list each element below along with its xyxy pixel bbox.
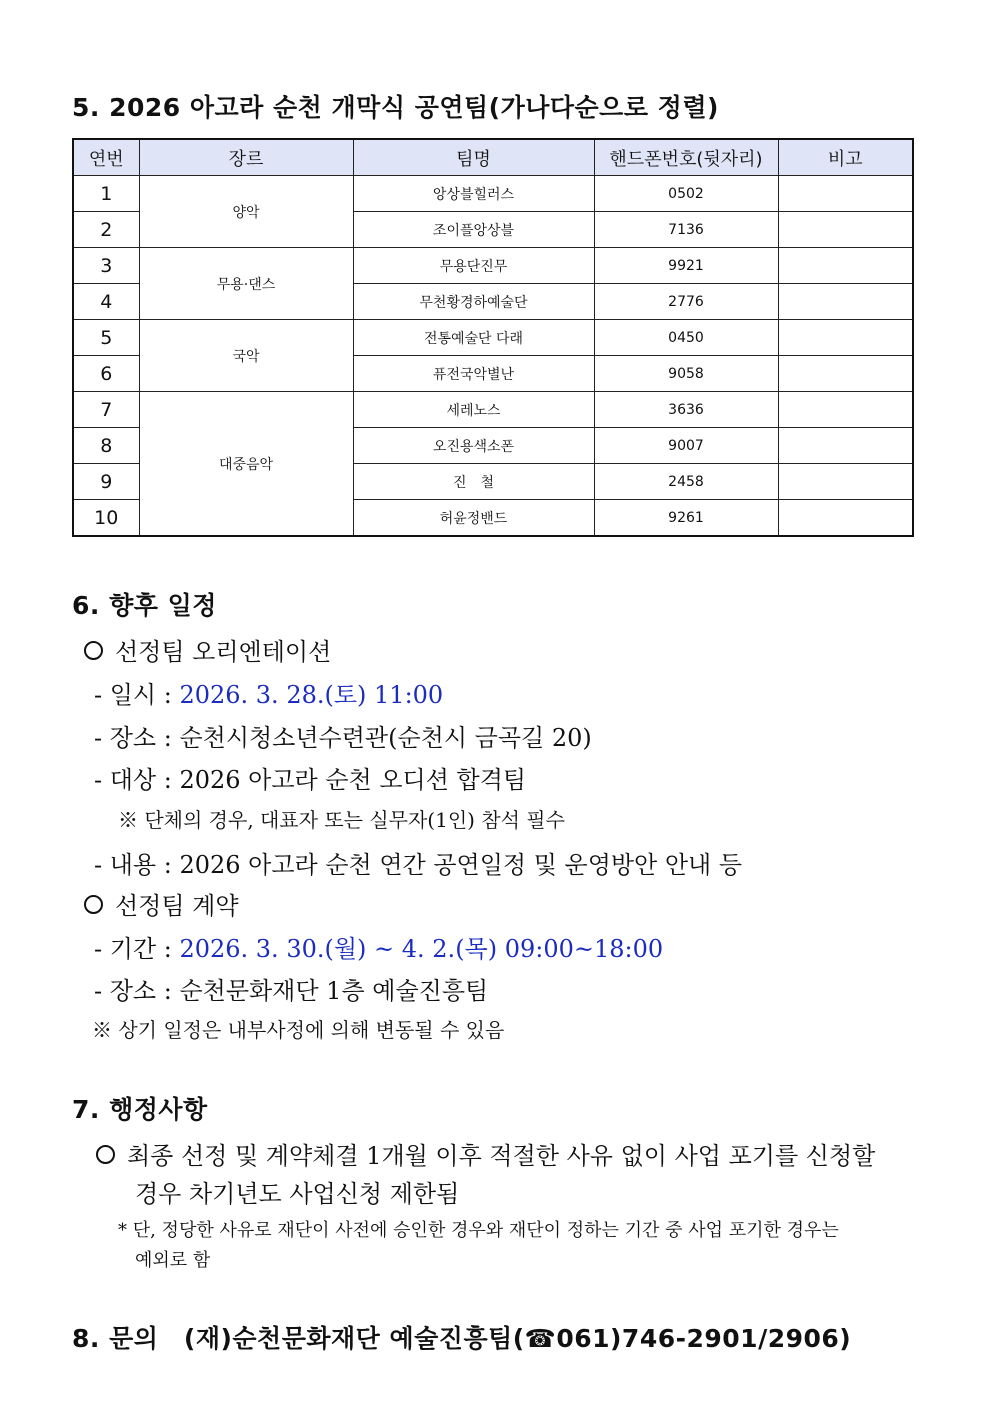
row-no: 5 bbox=[73, 320, 139, 356]
section8-title: 8. 문의 (재)순천문화재단 예술진흥팀(☎061)746-2901/2906) bbox=[72, 1324, 852, 1353]
teams-table bbox=[72, 138, 914, 537]
orientation-heading-text: 선정팀 오리엔테이션 bbox=[115, 638, 332, 666]
orientation-target-note: ※ 단체의 경우, 대표자 또는 실무자(1인) 참석 필수 bbox=[118, 808, 565, 832]
table-row bbox=[73, 248, 913, 284]
row-team: 세레노스 bbox=[353, 392, 594, 428]
row-phone: 9007 bbox=[594, 428, 778, 464]
row-genre: 대중음악 bbox=[139, 392, 353, 537]
row-team: 앙상블힐러스 bbox=[353, 176, 594, 212]
contract-period-value: 2026. 3. 30.(월) ~ 4. 2.(목) 09:00~18:00 bbox=[179, 935, 664, 963]
header-note: 비고 bbox=[778, 139, 913, 176]
row-no: 10 bbox=[73, 500, 139, 537]
contract-place: - 장소 : 순천문화재단 1층 예술진흥팀 bbox=[94, 977, 489, 1005]
row-team: 허윤정밴드 bbox=[353, 500, 594, 537]
table-row bbox=[73, 320, 913, 356]
header-no: 연번 bbox=[73, 139, 139, 176]
admin-note1: * 단, 정당한 사유로 재단이 사전에 승인한 경우와 재단이 정하는 기간 중 사업 포기한 경우는 bbox=[118, 1220, 839, 1241]
row-no: 6 bbox=[73, 356, 139, 392]
contract-period bbox=[94, 929, 663, 964]
table-row bbox=[73, 392, 913, 428]
row-no: 2 bbox=[73, 212, 139, 248]
row-phone: 2458 bbox=[594, 464, 778, 500]
row-note bbox=[778, 464, 913, 500]
row-phone: 9261 bbox=[594, 500, 778, 537]
circle-bullet-icon bbox=[84, 641, 103, 660]
row-no: 9 bbox=[73, 464, 139, 500]
row-note bbox=[778, 428, 913, 464]
circle-bullet-icon bbox=[96, 1145, 115, 1164]
section5-title: 5. 2026 아고라 순천 개막식 공연팀(가나다순으로 정렬) bbox=[72, 93, 719, 122]
row-no: 1 bbox=[73, 176, 139, 212]
orientation-target: - 대상 : 2026 아고라 순천 오디션 합격팀 bbox=[94, 766, 527, 794]
row-no: 7 bbox=[73, 392, 139, 428]
admin-line1-text: 최종 선정 및 계약체결 1개월 이후 적절한 사유 없이 사업 포기를 신청할 bbox=[127, 1142, 876, 1170]
row-phone: 3636 bbox=[594, 392, 778, 428]
row-no: 3 bbox=[73, 248, 139, 284]
contract-heading bbox=[84, 886, 239, 921]
row-genre: 양악 bbox=[139, 176, 353, 248]
header-genre: 장르 bbox=[139, 139, 353, 176]
row-phone: 2776 bbox=[594, 284, 778, 320]
row-note bbox=[778, 356, 913, 392]
contract-heading-text: 선정팀 계약 bbox=[115, 892, 239, 920]
section7-title: 7. 행정사항 bbox=[72, 1095, 208, 1124]
row-genre: 국악 bbox=[139, 320, 353, 392]
admin-line1 bbox=[96, 1136, 875, 1171]
schedule-footnote: ※ 상기 일정은 내부사정에 의해 변동될 수 있음 bbox=[92, 1018, 505, 1042]
row-phone: 0450 bbox=[594, 320, 778, 356]
row-team: 무용단진무 bbox=[353, 248, 594, 284]
header-team: 팀명 bbox=[353, 139, 594, 176]
admin-line2: 경우 차기년도 사업신청 제한됨 bbox=[135, 1180, 460, 1208]
row-note bbox=[778, 212, 913, 248]
orientation-heading bbox=[84, 632, 331, 667]
row-no: 4 bbox=[73, 284, 139, 320]
row-phone: 0502 bbox=[594, 176, 778, 212]
table-header-row bbox=[73, 139, 913, 176]
row-team: 무천황경하예술단 bbox=[353, 284, 594, 320]
row-team: 진 철 bbox=[353, 464, 594, 500]
admin-note2: 예외로 함 bbox=[135, 1250, 211, 1271]
orientation-date-label: - 일시 : bbox=[94, 681, 180, 709]
row-team: 오진용색소폰 bbox=[353, 428, 594, 464]
row-no: 8 bbox=[73, 428, 139, 464]
row-note bbox=[778, 392, 913, 428]
row-note bbox=[778, 284, 913, 320]
row-note bbox=[778, 176, 913, 212]
orientation-date bbox=[94, 675, 443, 710]
table-row bbox=[73, 176, 913, 212]
orientation-place: - 장소 : 순천시청소년수련관(순천시 금곡길 20) bbox=[94, 724, 592, 752]
row-phone: 7136 bbox=[594, 212, 778, 248]
row-phone: 9921 bbox=[594, 248, 778, 284]
circle-bullet-icon bbox=[84, 895, 103, 914]
row-note bbox=[778, 500, 913, 537]
section6-title: 6. 향후 일정 bbox=[72, 591, 217, 620]
row-note bbox=[778, 248, 913, 284]
orientation-date-value: 2026. 3. 28.(토) 11:00 bbox=[179, 681, 444, 709]
row-phone: 9058 bbox=[594, 356, 778, 392]
orientation-content: - 내용 : 2026 아고라 순천 연간 공연일정 및 운영방안 안내 등 bbox=[94, 851, 743, 879]
contract-period-label: - 기간 : bbox=[94, 935, 180, 963]
row-genre: 무용·댄스 bbox=[139, 248, 353, 320]
row-team: 조이플앙상블 bbox=[353, 212, 594, 248]
row-note bbox=[778, 320, 913, 356]
row-team: 퓨전국악별난 bbox=[353, 356, 594, 392]
row-team: 전통예술단 다래 bbox=[353, 320, 594, 356]
header-phone: 핸드폰번호(뒷자리) bbox=[594, 139, 778, 176]
